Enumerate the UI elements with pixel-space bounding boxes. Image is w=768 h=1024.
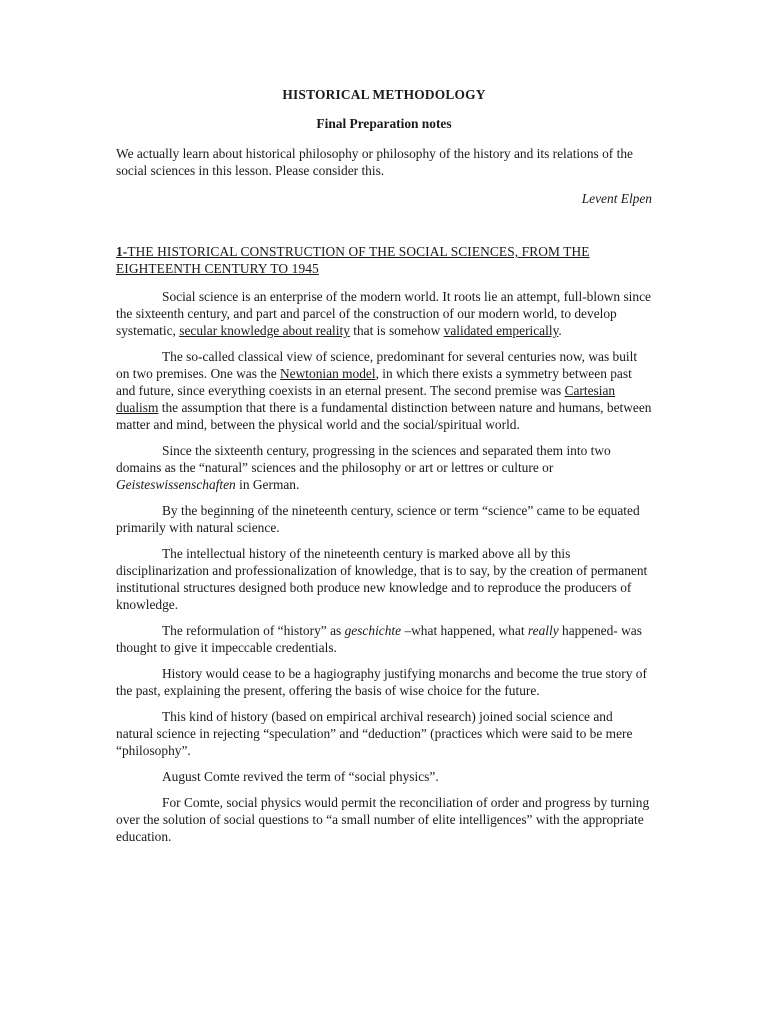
italic-term: geschichte [344,623,402,638]
paragraph-text: The reformulation of “history” as [162,623,345,638]
document-page [116,86,652,854]
paragraph-10: For Comte, social physics would permit the reconciliation of order and progress by turning over the solution of social questions to “a small number of elite intelligences” with the appropriate education. [116,795,650,844]
section-heading [116,243,652,277]
paragraph-text: . [558,323,562,338]
paragraph-text: Since the sixteenth century, progressing in the sciences and separated them into two domains as the “natural” sciences and the philosophy or art or lettres or culture or [116,443,611,475]
italic-term: really [527,623,559,638]
paragraph-9: August Comte revived the term of “social physics”. [162,769,439,784]
paragraph-text: the assumption that there is a fundamental distinction between nature and humans, between matter and mind, between the physical world and the social/spiritual world. [116,400,652,432]
paragraph-5: The intellectual history of the nineteenth century is marked above all by this disciplinarization and professionalization of knowledge, that is to say, by the creation of permanent institutional structures designed both produce new knowledge and to reproduce the producers of knowledge. [116,546,648,612]
paragraph-2 [116,348,652,433]
paragraph-text: happened- was thought to give it impeccable credentials. [116,623,642,655]
document-title: HISTORICAL METHODOLOGY [282,87,486,102]
section-heading-text: THE HISTORICAL CONSTRUCTION OF THE SOCIAL SCIENCES, FROM THE EIGHTEENTH CENTURY TO 1945 [116,244,590,276]
paragraph-3 [116,442,652,493]
intro-paragraph: We actually learn about historical philosophy or philosophy of the history and its relations of the social sciences in this lesson. Please consider this. [116,146,633,178]
italic-term: Geisteswissenschaften [116,477,236,492]
paragraph-8: This kind of history (based on empirical archival research) joined social science and natural science in rejecting “speculation” and “deduction” (practices which were said to be mere “philosophy”. [116,709,633,758]
paragraph-4: By the beginning of the nineteenth century, science or term “science” came to be equated primarily with natural science. [116,503,640,535]
paragraph-text: –what happened, what [401,623,528,638]
underlined-phrase: Newtonian model [280,366,376,381]
paragraph-1 [116,288,652,339]
underlined-phrase: secular knowledge about reality [179,323,350,338]
underlined-phrase: validated emperically [443,323,559,338]
section-number: 1- [116,244,128,259]
paragraph-text: The so-called classical view of science, predominant for several centuries now, was built on two premises. One was the [116,349,638,381]
paragraph-text: Social science is an enterprise of the modern world. It roots lie an attempt, full-blown since the sixteenth century, and part and parcel of the construction of our modern world, to develop systematic, [116,289,651,338]
underlined-phrase: Cartesian dualism [116,383,616,415]
paragraph-6 [116,622,652,656]
document-subtitle: Final Preparation notes [316,116,452,131]
paragraph-7: History would cease to be a hagiography justifying monarchs and become the true story of the past, explaining the present, offering the basis of wise choice for the future. [116,666,647,698]
paragraph-text: that is somehow [349,323,444,338]
author-name: Levent Elpen [581,191,652,206]
paragraph-text: in German. [235,477,300,492]
paragraph-text: , in which there exists a symmetry between past and future, since everything coexists in an eternal present. The second premise was [116,366,632,398]
